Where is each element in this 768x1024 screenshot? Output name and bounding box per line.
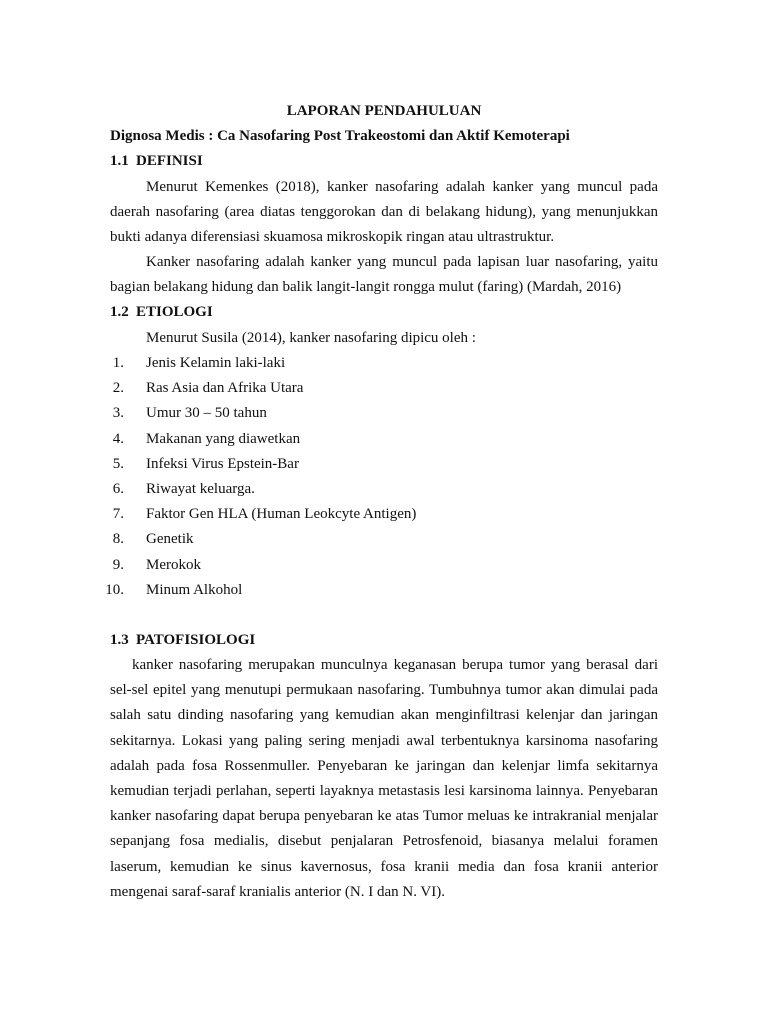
list-number: 1. [112, 355, 124, 371]
list-item [100, 452, 299, 477]
diagnosis-line: Dignosa Medis : Ca Nasofaring Post Trakeostomi dan Aktif Kemoterapi [110, 128, 570, 144]
list-item [100, 401, 267, 426]
list-number: 6. [112, 480, 124, 497]
section-number: 1.2 [110, 304, 129, 320]
section-number: 1.3 [110, 632, 129, 648]
list-item [100, 527, 194, 552]
list-text: Ras Asia dan Afrika Utara [146, 380, 304, 397]
list-item [100, 578, 243, 603]
list-text: Riwayat keluarga. [146, 480, 255, 497]
section-number: 1.1 [110, 153, 129, 169]
list-text: Minum Alkohol [146, 581, 243, 598]
section-title: DEFINISI [136, 153, 203, 169]
patofisiologi-paragraph: kanker nasofaring merupakan munculnya keganasan berupa tumor yang berasal dari sel-sel epitel yang menutupi permukaan nasofaring. Tumbuhnya tumor akan dimulai pada salah satu dinding nasofaring yang kemudian akan menginfiltrasi kelenjar dan jaringan sekitarnya. Lokasi yang paling sering menjadi awal terbentuknya karsinoma nasofaring adalah pada fosa Rossenmuller. Penyebaran ke jaringan dan kelenjar limfa sekitarnya kemudian terjadi perlahan, seperti layaknya metastasis lesi karsinoma lainnya. Penyebaran kanker nasofaring dapat berupa penyebaran ke atas Tumor meluas ke intrakranial menjalar sepanjang fosa medialis, disebut penjalaran Petrosfenoid, biasanya melalui foramen laserum, kemudian ke sinus kavernosus, fosa kranii media dan fosa kranii anterior mengenai saraf-saraf kranialis anterior (N. I dan N. VI). [110, 657, 658, 900]
list-text: Infeksi Virus Epstein-Bar [146, 455, 299, 472]
definisi-paragraph-2: Kanker nasofaring adalah kanker yang muncul pada lapisan luar nasofaring, yaitu bagian belakang hidung dan balik langit-langit rongga mulut (faring) (Mardah, 2016) [110, 254, 658, 296]
list-text: Makanan yang diawetkan [146, 430, 301, 447]
list-item [100, 502, 417, 527]
etiologi-intro: Menurut Susila (2014), kanker nasofaring dipicu oleh : [146, 330, 476, 346]
list-text: Faktor Gen HLA (Human Leokcyte Antigen) [146, 506, 417, 523]
list-item [100, 553, 201, 578]
list-item [100, 427, 301, 452]
list-item [100, 376, 304, 401]
list-number: 10. [105, 581, 124, 598]
list-number: 4. [112, 430, 124, 447]
section-heading-patofisiologi [110, 632, 255, 649]
section-heading-etiologi [110, 304, 213, 321]
list-number: 9. [112, 556, 124, 573]
list-item [100, 477, 255, 502]
section-heading-definisi [110, 153, 203, 170]
list-text: Jenis Kelamin laki-laki [146, 355, 286, 371]
list-number: 8. [112, 531, 124, 548]
section-title: PATOFISIOLOGI [136, 632, 256, 648]
section-title: ETIOLOGI [136, 304, 213, 320]
etiologi-list [100, 351, 417, 603]
list-text: Merokok [146, 556, 201, 573]
list-text: Umur 30 – 50 tahun [146, 405, 267, 422]
list-item [100, 351, 286, 376]
list-number: 2. [112, 380, 124, 397]
definisi-paragraph-1: Menurut Kemenkes (2018), kanker nasofaring adalah kanker yang muncul pada daerah nasofaring (area diatas tenggorokan dan di belakang hidung), yang menunjukkan bukti adanya diferensiasi skuamosa mikroskopik ringan atau ultrastruktur. [110, 179, 658, 246]
list-text: Genetik [146, 531, 194, 548]
list-number: 3. [112, 405, 124, 422]
list-number: 7. [112, 506, 124, 523]
document-title: LAPORAN PENDAHULUAN [286, 103, 482, 119]
list-number: 5. [112, 455, 124, 472]
